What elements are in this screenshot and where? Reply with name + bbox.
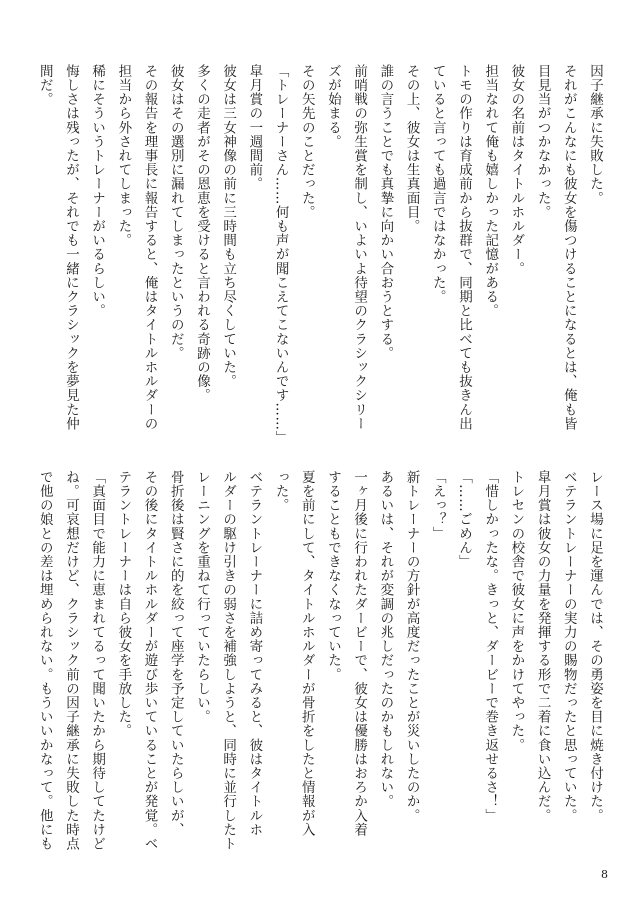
page-number: 8	[601, 868, 608, 881]
lower-text-block	[36, 470, 608, 851]
text-line: 間だ。	[36, 64, 53, 107]
text-line: 「えっ？」	[429, 470, 446, 541]
text-line: レーニングを重ねて行っていたらしい。	[193, 470, 210, 724]
text-line: その後にタイトルホルダーが遊び歩いていることが発覚。ベ	[141, 470, 158, 851]
text-line: ね。可哀想だけど、クラシック前の因子継承に失敗した時点	[62, 470, 79, 851]
text-line: ズが始まる。	[324, 64, 341, 149]
text-line: 前哨戦の弥生賞を制し、いよいよ待望のクラシックシリー	[351, 64, 368, 431]
text-line: その上、彼女は生真面目。	[403, 64, 420, 234]
text-line: その矢先のことだった。	[298, 64, 315, 220]
text-line: 悔しさは残ったが、それでも一緒にクラシックを夢見た仲	[62, 64, 79, 431]
text-line: で他の娘との差は埋められない。もういいかなって。他にも	[36, 470, 53, 851]
text-line: トレセンの校舎で彼女に声をかけてやった。	[508, 470, 525, 752]
text-line: 皐月賞の一週間前。	[246, 64, 263, 191]
text-line: 新トレーナーの方針が高度だったことが災いしたのか。	[403, 470, 420, 823]
text-line: ていると言っても過言ではなかった。	[429, 64, 446, 304]
text-line: 彼女の名前はタイトルホルダー。	[508, 64, 525, 276]
text-line: レース場に足を運んでは、その勇姿を目に焼き付けた。	[587, 470, 603, 823]
text-line: 夏を前にして、タイトルホルダーが骨折をしたと情報が入	[298, 470, 315, 837]
text-line: 担当から外されてしまった。	[115, 64, 132, 248]
text-line: 目見当がつかなかった。	[534, 64, 551, 220]
text-line: った。	[272, 470, 289, 513]
text-line: トモの作りは育成前から抜群で、同期と比べても抜きん出	[455, 64, 472, 431]
text-line: 因子継承に失敗した。	[587, 64, 603, 205]
text-line: テラントレーナーは自ら彼女を手放した。	[115, 470, 132, 738]
text-line: 骨折後は賢さに的を絞って座学を予定していたらしいが、	[167, 470, 184, 837]
text-line: ベテラントレーナーの実力の賜物だったと思っていた。	[560, 470, 577, 823]
text-line: あるいは、それが変調の兆しだったのかもしれない。	[377, 470, 394, 809]
text-line: 皐月賞は彼女の力量を発揮する形で二着に食い込んだ。	[534, 470, 551, 823]
text-line: その報告を理事長に報告すると、俺はタイトルホルダーの	[141, 64, 158, 431]
text-line: 彼女は三女神像の前に三時間も立ち尽くしていた。	[220, 64, 237, 389]
text-line: それがこんなにも彼女を傷つけることになるとは、俺も皆	[560, 64, 577, 431]
text-line: 「惜しかったな。きっと、ダービーで巻き返せるさ！」	[482, 470, 499, 823]
text-line: 「トレーナーさん……何も声が聞こえてこないんです……」	[272, 64, 289, 445]
text-line: 「……ごめん」	[455, 470, 472, 569]
text-line: ルダーの駆け引きの弱さを補強しようと、同時に並行したト	[220, 470, 237, 851]
text-line: 一ヶ月後に行われたダービーで、彼女は優勝はおろか入着	[351, 470, 368, 837]
text-line: 担当なれて俺も嬉しかった記憶がある。	[482, 64, 499, 318]
text-line: 多くの走者がその恩恵を受けると言われる奇跡の像。	[193, 64, 210, 403]
text-line: 彼女はその選別に漏れてしまったというのだ。	[167, 64, 184, 361]
upper-text-block	[36, 64, 608, 464]
text-line: 稀にそういうトレーナーがいるらしい。	[89, 64, 106, 318]
text-line: 「真面目で能力に恵まれてるって聞いたから期待してたけど	[89, 470, 106, 851]
text-line: ベテラントレーナーに詰め寄ってみると、彼はタイトルホ	[246, 470, 263, 837]
text-line: することもできなくなっていた。	[324, 470, 341, 682]
text-line: 誰の言うことでも真摯に向かい合おうとする。	[377, 64, 394, 361]
